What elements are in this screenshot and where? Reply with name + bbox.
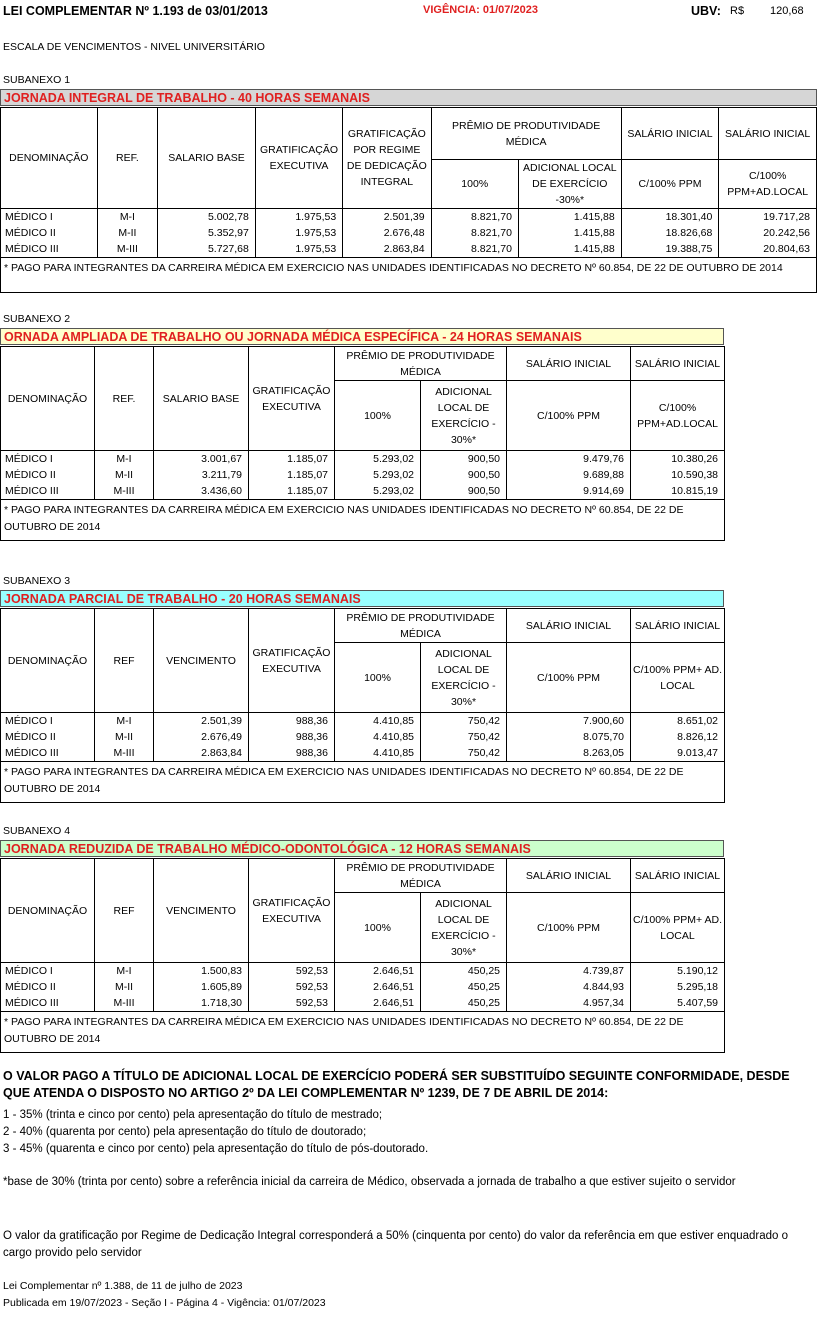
ubv-label: UBV: [691, 4, 721, 18]
table-cell: 2.646,51 [335, 979, 421, 995]
col-c100-ppm: C/100% PPM [507, 893, 631, 963]
table-cell: 988,36 [249, 713, 335, 730]
table-cell: 8.821,70 [431, 225, 518, 241]
table-cell: 5.002,78 [158, 209, 256, 226]
escala-subtitle: ESCALA DE VENCIMENTOS - NIVEL UNIVERSITÁRIO [3, 41, 265, 53]
gratificacao-note: O valor da gratificação por Regime de Dedicação Integral corresponderá a 50% (cinquenta por cento) do valor da referência em que estiver enquadrado o cargo provido pelo servidor [3, 1230, 789, 1259]
table-cell: 1.185,07 [249, 483, 335, 500]
table-cell: 2.501,39 [154, 713, 249, 730]
table-cell: M-III [95, 995, 154, 1012]
col-salario-base: SALARIO BASE [158, 108, 256, 209]
col-ppm-100: 100% [335, 381, 421, 451]
table-row [1, 713, 725, 730]
table-cell: 4.844,93 [507, 979, 631, 995]
subanexo-2-banner: ORNADA AMPLIADA DE TRABALHO OU JORNADA MÉDICA ESPECÍFICA - 24 HORAS SEMANAIS [0, 328, 724, 345]
table-cell: 1.975,53 [255, 225, 342, 241]
subanexo-2-table [0, 346, 725, 541]
table-cell: 2.646,51 [335, 963, 421, 980]
col-gratificacao-executiva: GRATIFICAÇÃO EXECUTIVA [255, 108, 342, 209]
table-cell: 1.415,88 [518, 241, 621, 258]
table-cell: M-III [95, 483, 154, 500]
table-cell: 3.436,60 [154, 483, 249, 500]
table-cell: 1.975,53 [255, 241, 342, 258]
table-cell: M-II [95, 979, 154, 995]
table-cell: M-II [95, 729, 154, 745]
table-cell: 9.479,76 [507, 451, 631, 468]
table-cell: 3.001,67 [154, 451, 249, 468]
document-title: LEI COMPLEMENTAR Nº 1.193 de 03/01/2013 [3, 4, 268, 18]
ubv-currency: R$ [730, 5, 745, 17]
table-row [1, 225, 817, 241]
table-cell: 8.821,70 [431, 209, 518, 226]
table-cell: 9.689,88 [507, 467, 631, 483]
conditions-heading: O VALOR PAGO A TÍTULO DE ADICIONAL LOCAL DE EXERCÍCIO PODERÁ SER SUBSTITUÍDO SEGUINTE CONFORMIDADE, DESDE QUE ATENDA O DISPOSTO NO ARTIGO 2º DA LEI COMPLEMENTAR Nº 1239, DE 7 DE ABRIL DE 2014: [3, 1069, 790, 1100]
col-premio-produtividade: PRÊMIO DE PRODUTIVIDADE MÉDICA [431, 108, 621, 160]
table-cell: MÉDICO II [1, 467, 95, 483]
table-cell: M-I [95, 963, 154, 980]
subanexo-2-label: SUBANEXO 2 [3, 313, 71, 325]
table-row [1, 745, 725, 762]
col-salario-inicial-2: SALÁRIO INICIAL [719, 108, 817, 160]
table-cell: 4.410,85 [335, 745, 421, 762]
table-cell: M-II [97, 225, 158, 241]
table-cell: MÉDICO I [1, 963, 95, 980]
table-cell: 5.295,18 [631, 979, 725, 995]
table-cell: 5.407,59 [631, 995, 725, 1012]
col-adicional-local: ADICIONAL LOCAL DE EXERCÍCIO - 30%* [421, 893, 507, 963]
col-denominacao: DENOMINAÇÃO [1, 609, 95, 713]
col-salario-inicial-1: SALÁRIO INICIAL [507, 347, 631, 381]
table-cell: 2.646,51 [335, 995, 421, 1012]
table-row [1, 467, 725, 483]
col-adicional-local: ADICIONAL LOCAL DE EXERCÍCIO - 30%* [421, 643, 507, 713]
conditions-item-2: 2 - 40% (quarenta por cento) pela apresentação do título de doutorado; [3, 1126, 367, 1138]
table-cell: 10.590,38 [631, 467, 725, 483]
subanexo-2-rows [1, 451, 725, 500]
table-cell: 2.863,84 [343, 241, 431, 258]
table-cell: MÉDICO III [1, 483, 95, 500]
table-cell: 5.352,97 [158, 225, 256, 241]
table-cell: 8.821,70 [431, 241, 518, 258]
table-row [1, 451, 725, 468]
table-cell: 9.914,69 [507, 483, 631, 500]
table-cell: 592,53 [249, 995, 335, 1012]
col-ref: REF. [97, 108, 158, 209]
table-cell: 7.900,60 [507, 713, 631, 730]
subanexo-3-label: SUBANEXO 3 [3, 575, 71, 587]
table-cell: 1.415,88 [518, 209, 621, 226]
table-cell: 1.415,88 [518, 225, 621, 241]
table-cell: 5.190,12 [631, 963, 725, 980]
table-cell: 2.676,49 [154, 729, 249, 745]
table-cell: 988,36 [249, 745, 335, 762]
col-gratificacao-executiva: GRATIFICAÇÃO EXECUTIVA [249, 609, 335, 713]
table-cell: 4.410,85 [335, 713, 421, 730]
col-adicional-local: ADICIONAL LOCAL DE EXERCÍCIO -30%* [518, 160, 621, 209]
table-cell: 8.075,70 [507, 729, 631, 745]
table-cell: 2.501,39 [343, 209, 431, 226]
table-cell: 450,25 [421, 963, 507, 980]
table-cell: 1.185,07 [249, 467, 335, 483]
table-cell: 592,53 [249, 963, 335, 980]
table-cell: M-I [97, 209, 158, 226]
base-note: *base de 30% (trinta por cento) sobre a referência inicial da carreira de Médico, observada a jornada de trabalho a que estiver sujeito o servidor [3, 1176, 736, 1188]
subanexo-4-table [0, 858, 725, 1053]
table-cell: 750,42 [421, 729, 507, 745]
col-adicional-local: ADICIONAL LOCAL DE EXERCÍCIO - 30%* [421, 381, 507, 451]
table-cell: 1.975,53 [255, 209, 342, 226]
table-cell: 900,50 [421, 451, 507, 468]
col-salario-base: SALARIO BASE [154, 347, 249, 451]
col-salario-inicial-1: SALÁRIO INICIAL [621, 108, 719, 160]
table-cell: MÉDICO I [1, 451, 95, 468]
table-cell: M-III [97, 241, 158, 258]
table-cell: M-I [95, 713, 154, 730]
col-gratificacao-rdi: GRATIFICAÇÃO POR REGIME DE DEDICAÇÃO INTEGRAL [343, 108, 431, 209]
table-cell: 2.676,48 [343, 225, 431, 241]
table-cell: 5.293,02 [335, 467, 421, 483]
subanexo-1-table [0, 107, 817, 293]
col-c100-ppm-ad-local: C/100% PPM+AD.LOCAL [631, 381, 725, 451]
table-cell: M-III [95, 745, 154, 762]
subanexo-3-banner: JORNADA PARCIAL DE TRABALHO - 20 HORAS SEMANAIS [0, 590, 724, 607]
table-cell: 4.739,87 [507, 963, 631, 980]
subanexo-1-rows [1, 209, 817, 258]
table-cell: 18.826,68 [621, 225, 719, 241]
table-cell: 19.717,28 [719, 209, 817, 226]
ubv-value: 120,68 [770, 5, 804, 17]
col-denominacao: DENOMINAÇÃO [1, 108, 98, 209]
table-cell: 900,50 [421, 467, 507, 483]
col-gratificacao-executiva: GRATIFICAÇÃO EXECUTIVA [249, 347, 335, 451]
table-cell: MÉDICO II [1, 225, 98, 241]
table-row [1, 979, 725, 995]
table-cell: 5.727,68 [158, 241, 256, 258]
table-row [1, 483, 725, 500]
table-cell: 19.388,75 [621, 241, 719, 258]
table-cell: MÉDICO II [1, 729, 95, 745]
footer-law: Lei Complementar nº 1.388, de 11 de julho de 2023 [3, 1280, 243, 1292]
col-gratificacao-executiva: GRATIFICAÇÃO EXECUTIVA [249, 859, 335, 963]
col-ppm-100: 100% [431, 160, 518, 209]
col-denominacao: DENOMINAÇÃO [1, 347, 95, 451]
table-cell: 18.301,40 [621, 209, 719, 226]
col-denominacao: DENOMINAÇÃO [1, 859, 95, 963]
table-cell: 750,42 [421, 745, 507, 762]
vigencia-label: VIGÊNCIA: 01/07/2023 [423, 4, 538, 16]
subanexo-1-note: * PAGO PARA INTEGRANTES DA CARREIRA MÉDICA EM EXERCICIO NAS UNIDADES IDENTIFICADAS NO DECRETO Nº 60.854, DE 22 DE OUTUBRO DE 2014 [1, 258, 817, 293]
table-cell: 4.957,34 [507, 995, 631, 1012]
footer-publication: Publicada em 19/07/2023 - Seção I - Página 4 - Vigência: 01/07/2023 [3, 1297, 326, 1309]
table-cell: MÉDICO III [1, 745, 95, 762]
table-cell: 988,36 [249, 729, 335, 745]
col-salario-inicial-2: SALÁRIO INICIAL [631, 347, 725, 381]
table-cell: 3.211,79 [154, 467, 249, 483]
col-salario-inicial-2: SALÁRIO INICIAL [631, 859, 725, 893]
subanexo-3-note: * PAGO PARA INTEGRANTES DA CARREIRA MÉDICA EM EXERCICIO NAS UNIDADES IDENTIFICADAS NO DECRETO Nº 60.854, DE 22 DE OUTUBRO DE 2014 [1, 762, 725, 803]
table-cell: 8.263,05 [507, 745, 631, 762]
col-ppm-100: 100% [335, 893, 421, 963]
table-cell: 900,50 [421, 483, 507, 500]
table-cell: M-II [95, 467, 154, 483]
col-c100-ppm-ad-local: C/100% PPM+ AD. LOCAL [631, 643, 725, 713]
col-c100-ppm-ad-local: C/100% PPM+ AD. LOCAL [631, 893, 725, 963]
table-cell: MÉDICO I [1, 209, 98, 226]
table-cell: 8.826,12 [631, 729, 725, 745]
col-c100-ppm: C/100% PPM [621, 160, 719, 209]
col-c100-ppm: C/100% PPM [507, 643, 631, 713]
subanexo-4-rows [1, 963, 725, 1012]
table-cell: 2.863,84 [154, 745, 249, 762]
col-premio-produtividade: PRÊMIO DE PRODUTIVIDADE MÉDICA [335, 347, 507, 381]
subanexo-2-note: * PAGO PARA INTEGRANTES DA CARREIRA MÉDICA EM EXERCICIO NAS UNIDADES IDENTIFICADAS NO DECRETO Nº 60.854, DE 22 DE OUTUBRO DE 2014 [1, 500, 725, 541]
table-row [1, 963, 725, 980]
table-cell: 1.605,89 [154, 979, 249, 995]
col-premio-produtividade: PRÊMIO DE PRODUTIVIDADE MÉDICA [335, 609, 507, 643]
table-cell: 10.815,19 [631, 483, 725, 500]
table-cell: 20.804,63 [719, 241, 817, 258]
table-row [1, 209, 817, 226]
subanexo-3-rows [1, 713, 725, 762]
table-cell: MÉDICO III [1, 241, 98, 258]
table-cell: MÉDICO III [1, 995, 95, 1012]
table-cell: 1.185,07 [249, 451, 335, 468]
col-salario-inicial-1: SALÁRIO INICIAL [507, 859, 631, 893]
subanexo-4-banner: JORNADA REDUZIDA DE TRABALHO MÉDICO-ODONTOLÓGICA - 12 HORAS SEMANAIS [0, 840, 724, 857]
table-cell: 750,42 [421, 713, 507, 730]
table-cell: 592,53 [249, 979, 335, 995]
col-premio-produtividade: PRÊMIO DE PRODUTIVIDADE MÉDICA [335, 859, 507, 893]
table-cell: 450,25 [421, 995, 507, 1012]
table-cell: 1.500,83 [154, 963, 249, 980]
table-row [1, 241, 817, 258]
table-cell: 9.013,47 [631, 745, 725, 762]
subanexo-1-banner: JORNADA INTEGRAL DE TRABALHO - 40 HORAS SEMANAIS [0, 89, 817, 106]
table-cell: 4.410,85 [335, 729, 421, 745]
table-cell: MÉDICO I [1, 713, 95, 730]
col-c100-ppm: C/100% PPM [507, 381, 631, 451]
table-cell: 10.380,26 [631, 451, 725, 468]
table-cell: 5.293,02 [335, 451, 421, 468]
table-cell: M-I [95, 451, 154, 468]
table-cell: MÉDICO II [1, 979, 95, 995]
table-cell: 20.242,56 [719, 225, 817, 241]
conditions-item-3: 3 - 45% (quarenta e cinco por cento) pela apresentação do título de pós-doutorado. [3, 1143, 429, 1155]
table-cell: 1.718,30 [154, 995, 249, 1012]
col-c100-ppm-ad-local: C/100% PPM+AD.LOCAL [719, 160, 817, 209]
subanexo-1-label: SUBANEXO 1 [3, 74, 71, 86]
table-cell: 450,25 [421, 979, 507, 995]
table-cell: 8.651,02 [631, 713, 725, 730]
col-ppm-100: 100% [335, 643, 421, 713]
table-row [1, 995, 725, 1012]
col-vencimento: VENCIMENTO [154, 609, 249, 713]
subanexo-3-table [0, 608, 725, 803]
conditions-item-1: 1 - 35% (trinta e cinco por cento) pela apresentação do título de mestrado; [3, 1109, 383, 1121]
table-cell: 5.293,02 [335, 483, 421, 500]
col-salario-inicial-2: SALÁRIO INICIAL [631, 609, 725, 643]
subanexo-4-note: * PAGO PARA INTEGRANTES DA CARREIRA MÉDICA EM EXERCICIO NAS UNIDADES IDENTIFICADAS NO DECRETO Nº 60.854, DE 22 DE OUTUBRO DE 2014 [1, 1012, 725, 1053]
col-vencimento: VENCIMENTO [154, 859, 249, 963]
col-salario-inicial-1: SALÁRIO INICIAL [507, 609, 631, 643]
subanexo-4-label: SUBANEXO 4 [3, 825, 71, 837]
col-ref: REF. [95, 347, 154, 451]
col-ref: REF [95, 609, 154, 713]
col-ref: REF [95, 859, 154, 963]
table-row [1, 729, 725, 745]
